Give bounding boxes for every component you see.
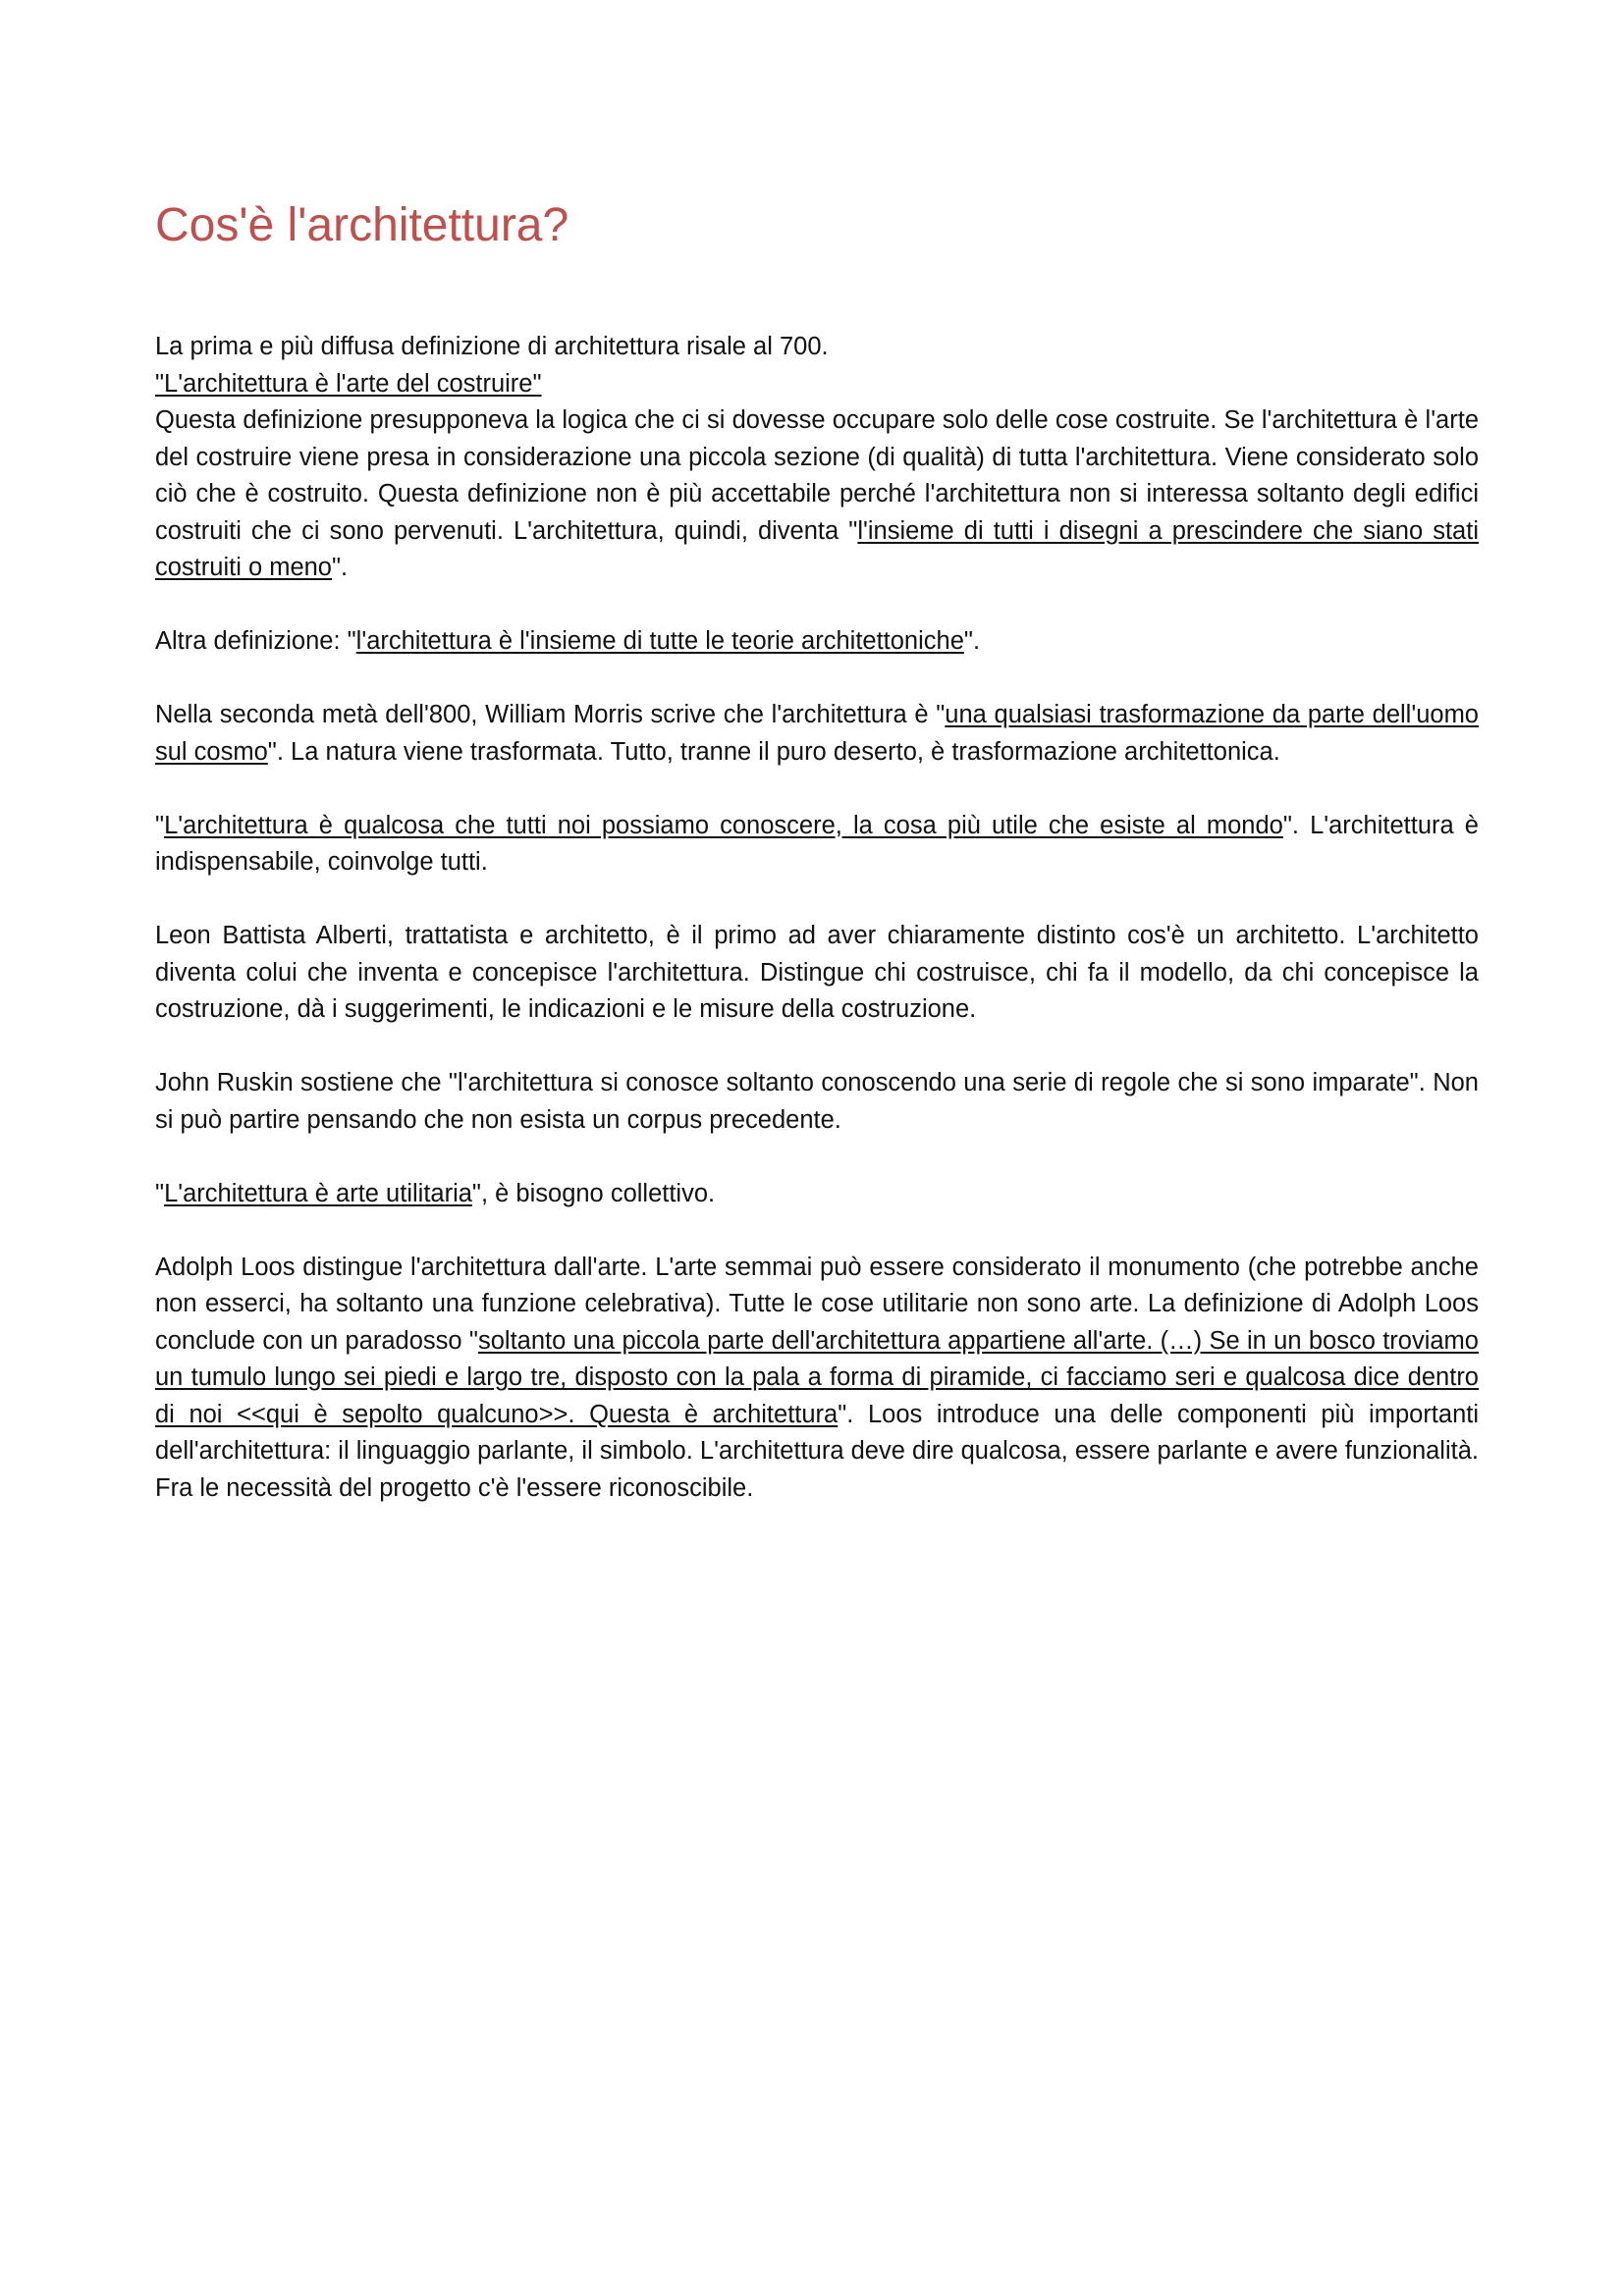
- paragraph-alberti: Leon Battista Alberti, trattatista e architetto, è il primo ad aver chiaramente distinto cos'è un architetto. L'architetto diventa colui che inventa e concepisce l'architettura. Distingue chi costruisce, chi fa il modello, da chi concepisce la costruzione, dà i suggerimenti, le indicazioni e le misure della costruzione.: [155, 922, 1479, 1023]
- other-definition-underlined-quote: l'architettura è l'insieme di tutte le teorie architettoniche: [355, 627, 964, 655]
- utilitarian-end: ", è bisogno collettivo.: [471, 1179, 716, 1207]
- utilitarian-underlined-quote: L'architettura è arte utilitaria: [164, 1179, 472, 1207]
- morris-end: ". La natura viene trasformata. Tutto, tranne il puro deserto, è trasformazione architettonica.: [267, 737, 1280, 766]
- loos-underlined-quote: soltanto una piccola parte dell'architettura appartiene all'arte. (…) Se in un bosco troviamo un tumulo lungo sei piedi e largo tre, disposto con la pala a forma di piramide, ci facciamo seri e qualcosa dice dentro di noi <<qui è sepolto qualcuno>>. Questa è architettura: [155, 1326, 1479, 1428]
- other-definition-text: Altra definizione: ": [155, 627, 356, 655]
- document-body: [155, 329, 1479, 1507]
- definition-quote-line: [155, 366, 1479, 403]
- paragraph-adolph-loos: [155, 1250, 1479, 1508]
- useful-thing-end: ". L'architettura è indispensabile, coinvolge tutti.: [155, 811, 1479, 876]
- explanation-underlined-quote: l'insieme di tutti i disegni a prescindere che siano stati costruiti o meno: [155, 516, 1479, 581]
- utilitarian-open: ": [155, 1179, 165, 1207]
- explanation-end: ".: [332, 554, 349, 581]
- morris-underlined-quote: una qualsiasi trasformazione da parte dell'uomo sul cosmo: [155, 701, 1479, 766]
- loos-end: ". Loos introduce una delle componenti più importanti dell'architettura: il linguaggio parlante, il simbolo. L'architettura deve dire qualcosa, essere parlante e avere funzionalità. Fra le necessità del progetto c'è l'essere riconoscibile.: [155, 1400, 1480, 1502]
- paragraph-ruskin: John Ruskin sostiene che "l'architettura si conosce soltanto conoscendo una serie di regole che si sono imparate". Non si può partire pensando che non esista un corpus precedente.: [155, 1069, 1479, 1134]
- paragraph-useful-thing: [155, 808, 1479, 881]
- useful-thing-underlined-quote: L'architettura è qualcosa che tutti noi possiamo conoscere, la cosa più utile che esiste al mondo: [164, 811, 1283, 839]
- intro-line: La prima e più diffusa definizione di architettura risale al 700.: [155, 333, 829, 360]
- paragraph-other-definition: [155, 623, 1479, 661]
- useful-thing-open: ": [155, 811, 165, 839]
- paragraph-utilitarian-art: [155, 1176, 1479, 1213]
- page-title: Cos'è l'architettura?: [155, 199, 569, 251]
- definition-explanation: [155, 402, 1479, 587]
- explanation-text: Questa definizione presupponeva la logica che ci si dovesse occupare solo delle cose costruite. Se l'architettura è l'arte del costruire viene presa in considerazione una piccola sezione (di qualità) di tutta l'architettura. Viene considerato solo ciò che è costruito. Questa definizione non è più accettabile perché l'architettura non si interessa soltanto degli edifici costruiti che ci sono pervenuti. L'architettura, quindi, diventa ": [155, 406, 1479, 545]
- morris-text: Nella seconda metà dell'800, William Morris scrive che l'architettura è ": [155, 701, 946, 728]
- paragraph-first-definition: [155, 329, 1479, 587]
- loos-text: Adolph Loos distingue l'architettura dall'arte. L'arte semmai può essere considerato il monumento (che potrebbe anche non esserci, ha soltanto una funzione celebrativa). Tutte le cose utilitarie non sono arte. La definizione di Adolph Loos conclude con un paradosso ": [155, 1253, 1479, 1355]
- definition-quote: "L'architettura è l'arte del costruire": [155, 369, 542, 398]
- paragraph-william-morris: [155, 697, 1479, 771]
- other-definition-end: ".: [963, 627, 981, 655]
